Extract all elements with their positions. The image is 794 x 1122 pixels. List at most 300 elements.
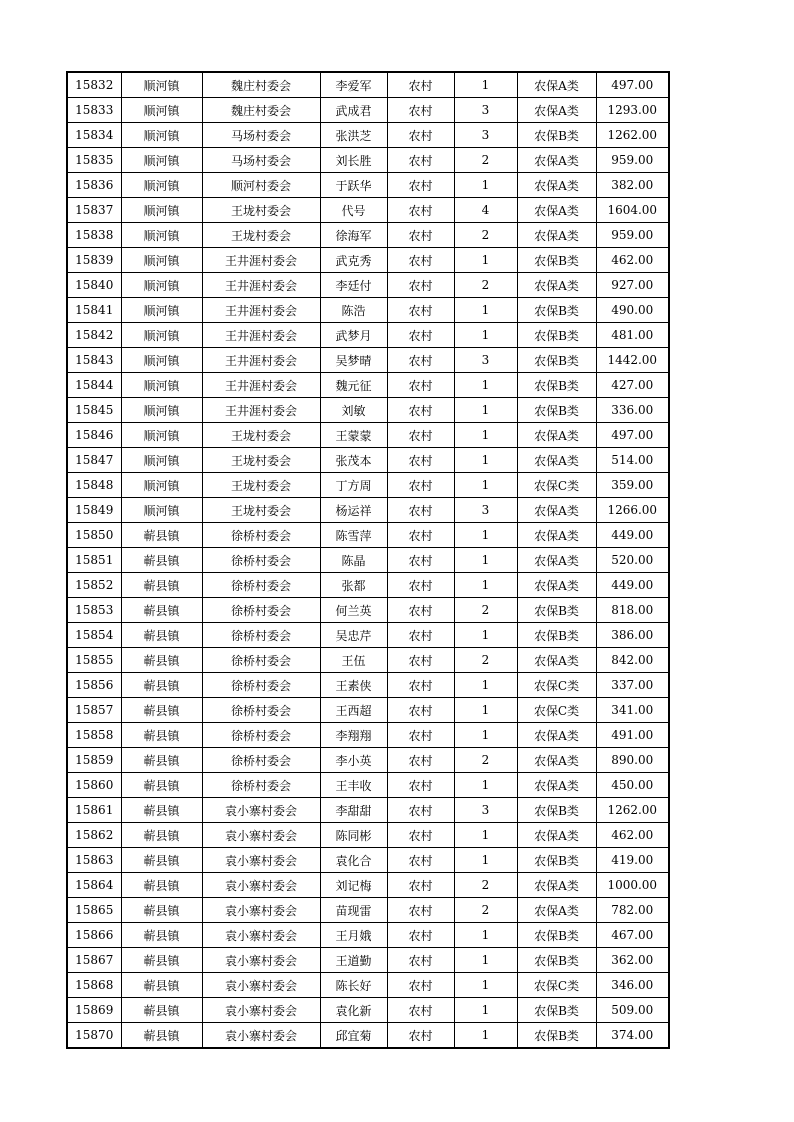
cell-count: 3 — [454, 123, 517, 148]
cell-category: 农保B类 — [517, 373, 596, 398]
cell-count: 2 — [454, 898, 517, 923]
table-row — [67, 72, 669, 98]
cell-id: 15869 — [67, 998, 121, 1023]
cell-amount: 497.00 — [596, 72, 669, 98]
cell-amount: 1000.00 — [596, 873, 669, 898]
cell-village: 顺河村委会 — [202, 173, 320, 198]
cell-count: 2 — [454, 148, 517, 173]
table-row — [67, 273, 669, 298]
cell-person-name: 王素侠 — [320, 673, 387, 698]
cell-id: 15853 — [67, 598, 121, 623]
cell-category: 农保A类 — [517, 273, 596, 298]
cell-category: 农保C类 — [517, 973, 596, 998]
cell-count: 1 — [454, 248, 517, 273]
cell-category: 农保A类 — [517, 773, 596, 798]
cell-amount: 450.00 — [596, 773, 669, 798]
cell-id: 15858 — [67, 723, 121, 748]
cell-count: 1 — [454, 973, 517, 998]
cell-area-type: 农村 — [387, 823, 454, 848]
table-row — [67, 248, 669, 273]
table-row — [67, 298, 669, 323]
cell-amount: 1442.00 — [596, 348, 669, 373]
cell-village: 王垅村委会 — [202, 448, 320, 473]
cell-person-name: 于跃华 — [320, 173, 387, 198]
cell-category: 农保A类 — [517, 448, 596, 473]
table-body — [67, 72, 669, 1048]
cell-area-type: 农村 — [387, 598, 454, 623]
cell-town: 顺河镇 — [121, 223, 202, 248]
cell-village: 徐桥村委会 — [202, 723, 320, 748]
cell-person-name: 李甜甜 — [320, 798, 387, 823]
cell-category: 农保B类 — [517, 248, 596, 273]
cell-count: 3 — [454, 498, 517, 523]
table-row — [67, 748, 669, 773]
cell-area-type: 农村 — [387, 548, 454, 573]
cell-person-name: 陈雪萍 — [320, 523, 387, 548]
cell-id: 15840 — [67, 273, 121, 298]
cell-id: 15854 — [67, 623, 121, 648]
cell-count: 2 — [454, 873, 517, 898]
cell-area-type: 农村 — [387, 698, 454, 723]
table-row — [67, 923, 669, 948]
cell-count: 3 — [454, 98, 517, 123]
cell-id: 15852 — [67, 573, 121, 598]
cell-category: 农保B类 — [517, 323, 596, 348]
cell-person-name: 袁化合 — [320, 848, 387, 873]
cell-person-name: 邱宜菊 — [320, 1023, 387, 1049]
cell-person-name: 武梦月 — [320, 323, 387, 348]
cell-amount: 337.00 — [596, 673, 669, 698]
cell-area-type: 农村 — [387, 373, 454, 398]
cell-town: 顺河镇 — [121, 198, 202, 223]
table-row — [67, 373, 669, 398]
cell-amount: 467.00 — [596, 923, 669, 948]
cell-person-name: 王丰收 — [320, 773, 387, 798]
cell-town: 顺河镇 — [121, 248, 202, 273]
cell-area-type: 农村 — [387, 523, 454, 548]
cell-village: 袁小寨村委会 — [202, 923, 320, 948]
cell-village: 王井涯村委会 — [202, 398, 320, 423]
cell-town: 蕲县镇 — [121, 873, 202, 898]
cell-category: 农保A类 — [517, 423, 596, 448]
cell-id: 15834 — [67, 123, 121, 148]
cell-category: 农保B类 — [517, 623, 596, 648]
cell-id: 15842 — [67, 323, 121, 348]
cell-village: 袁小寨村委会 — [202, 948, 320, 973]
table-row — [67, 473, 669, 498]
cell-village: 王井涯村委会 — [202, 273, 320, 298]
cell-amount: 514.00 — [596, 448, 669, 473]
cell-town: 蕲县镇 — [121, 773, 202, 798]
table-row — [67, 123, 669, 148]
cell-village: 徐桥村委会 — [202, 573, 320, 598]
cell-amount: 890.00 — [596, 748, 669, 773]
cell-village: 徐桥村委会 — [202, 698, 320, 723]
cell-person-name: 王道勤 — [320, 948, 387, 973]
cell-amount: 346.00 — [596, 973, 669, 998]
cell-id: 15862 — [67, 823, 121, 848]
cell-village: 王井涯村委会 — [202, 373, 320, 398]
table-row — [67, 223, 669, 248]
cell-id: 15870 — [67, 1023, 121, 1049]
cell-person-name: 陈晶 — [320, 548, 387, 573]
cell-town: 顺河镇 — [121, 173, 202, 198]
cell-area-type: 农村 — [387, 323, 454, 348]
cell-area-type: 农村 — [387, 273, 454, 298]
cell-town: 蕲县镇 — [121, 623, 202, 648]
cell-village: 徐桥村委会 — [202, 773, 320, 798]
cell-id: 15859 — [67, 748, 121, 773]
table-row — [67, 898, 669, 923]
cell-id: 15857 — [67, 698, 121, 723]
cell-area-type: 农村 — [387, 973, 454, 998]
cell-id: 15843 — [67, 348, 121, 373]
cell-category: 农保B类 — [517, 123, 596, 148]
cell-person-name: 王伍 — [320, 648, 387, 673]
cell-area-type: 农村 — [387, 398, 454, 423]
cell-count: 1 — [454, 723, 517, 748]
cell-category: 农保A类 — [517, 148, 596, 173]
cell-id: 15855 — [67, 648, 121, 673]
cell-category: 农保B类 — [517, 798, 596, 823]
cell-village: 徐桥村委会 — [202, 598, 320, 623]
cell-id: 15864 — [67, 873, 121, 898]
cell-category: 农保C类 — [517, 698, 596, 723]
cell-amount: 1262.00 — [596, 123, 669, 148]
cell-amount: 520.00 — [596, 548, 669, 573]
cell-id: 15867 — [67, 948, 121, 973]
cell-count: 1 — [454, 548, 517, 573]
cell-town: 顺河镇 — [121, 373, 202, 398]
cell-category: 农保B类 — [517, 398, 596, 423]
cell-area-type: 农村 — [387, 198, 454, 223]
cell-town: 蕲县镇 — [121, 723, 202, 748]
cell-area-type: 农村 — [387, 998, 454, 1023]
cell-person-name: 李廷付 — [320, 273, 387, 298]
cell-village: 王井涯村委会 — [202, 248, 320, 273]
cell-area-type: 农村 — [387, 173, 454, 198]
cell-area-type: 农村 — [387, 648, 454, 673]
cell-amount: 959.00 — [596, 223, 669, 248]
cell-amount: 818.00 — [596, 598, 669, 623]
table-row — [67, 98, 669, 123]
cell-area-type: 农村 — [387, 123, 454, 148]
cell-category: 农保A类 — [517, 198, 596, 223]
cell-person-name: 丁方周 — [320, 473, 387, 498]
cell-village: 马场村委会 — [202, 123, 320, 148]
cell-town: 蕲县镇 — [121, 823, 202, 848]
cell-id: 15866 — [67, 923, 121, 948]
cell-area-type: 农村 — [387, 298, 454, 323]
cell-count: 2 — [454, 748, 517, 773]
cell-count: 1 — [454, 323, 517, 348]
cell-village: 王垅村委会 — [202, 498, 320, 523]
table-row — [67, 623, 669, 648]
cell-village: 魏庄村委会 — [202, 72, 320, 98]
cell-id: 15845 — [67, 398, 121, 423]
cell-village: 王井涯村委会 — [202, 323, 320, 348]
cell-count: 1 — [454, 623, 517, 648]
cell-town: 蕲县镇 — [121, 923, 202, 948]
cell-area-type: 农村 — [387, 448, 454, 473]
cell-town: 蕲县镇 — [121, 523, 202, 548]
cell-village: 袁小寨村委会 — [202, 898, 320, 923]
cell-count: 1 — [454, 423, 517, 448]
cell-id: 15863 — [67, 848, 121, 873]
cell-village: 王垅村委会 — [202, 473, 320, 498]
cell-village: 袁小寨村委会 — [202, 848, 320, 873]
cell-area-type: 农村 — [387, 773, 454, 798]
cell-town: 顺河镇 — [121, 148, 202, 173]
cell-count: 3 — [454, 798, 517, 823]
cell-town: 蕲县镇 — [121, 998, 202, 1023]
cell-village: 袁小寨村委会 — [202, 798, 320, 823]
cell-id: 15856 — [67, 673, 121, 698]
cell-count: 1 — [454, 823, 517, 848]
cell-town: 蕲县镇 — [121, 898, 202, 923]
cell-amount: 449.00 — [596, 573, 669, 598]
cell-amount: 481.00 — [596, 323, 669, 348]
cell-id: 15832 — [67, 72, 121, 98]
cell-town: 蕲县镇 — [121, 648, 202, 673]
cell-id: 15851 — [67, 548, 121, 573]
cell-town: 顺河镇 — [121, 323, 202, 348]
cell-category: 农保A类 — [517, 223, 596, 248]
cell-amount: 359.00 — [596, 473, 669, 498]
table-row — [67, 848, 669, 873]
cell-id: 15841 — [67, 298, 121, 323]
cell-town: 蕲县镇 — [121, 598, 202, 623]
cell-amount: 490.00 — [596, 298, 669, 323]
cell-village: 袁小寨村委会 — [202, 1023, 320, 1049]
cell-category: 农保B类 — [517, 298, 596, 323]
cell-person-name: 苗现雷 — [320, 898, 387, 923]
cell-amount: 497.00 — [596, 423, 669, 448]
cell-town: 顺河镇 — [121, 72, 202, 98]
cell-category: 农保C类 — [517, 473, 596, 498]
cell-person-name: 魏元征 — [320, 373, 387, 398]
cell-category: 农保B类 — [517, 848, 596, 873]
cell-area-type: 农村 — [387, 623, 454, 648]
cell-village: 徐桥村委会 — [202, 623, 320, 648]
cell-town: 顺河镇 — [121, 348, 202, 373]
table-row — [67, 548, 669, 573]
cell-count: 1 — [454, 298, 517, 323]
cell-area-type: 农村 — [387, 748, 454, 773]
cell-category: 农保A类 — [517, 648, 596, 673]
table-row — [67, 823, 669, 848]
cell-village: 王垅村委会 — [202, 198, 320, 223]
cell-area-type: 农村 — [387, 848, 454, 873]
cell-id: 15847 — [67, 448, 121, 473]
cell-village: 袁小寨村委会 — [202, 873, 320, 898]
cell-town: 蕲县镇 — [121, 948, 202, 973]
cell-id: 15849 — [67, 498, 121, 523]
table-row — [67, 698, 669, 723]
cell-count: 2 — [454, 648, 517, 673]
cell-person-name: 李爱军 — [320, 72, 387, 98]
cell-person-name: 杨运祥 — [320, 498, 387, 523]
table-row — [67, 998, 669, 1023]
cell-count: 1 — [454, 173, 517, 198]
cell-id: 15836 — [67, 173, 121, 198]
table-row — [67, 398, 669, 423]
cell-count: 1 — [454, 398, 517, 423]
cell-area-type: 农村 — [387, 1023, 454, 1049]
cell-person-name: 张茂本 — [320, 448, 387, 473]
cell-town: 蕲县镇 — [121, 673, 202, 698]
cell-count: 1 — [454, 373, 517, 398]
cell-area-type: 农村 — [387, 248, 454, 273]
cell-village: 袁小寨村委会 — [202, 973, 320, 998]
cell-area-type: 农村 — [387, 873, 454, 898]
cell-amount: 427.00 — [596, 373, 669, 398]
cell-area-type: 农村 — [387, 223, 454, 248]
table-row — [67, 598, 669, 623]
cell-count: 1 — [454, 72, 517, 98]
cell-category: 农保A类 — [517, 823, 596, 848]
cell-count: 1 — [454, 773, 517, 798]
cell-person-name: 吴梦晴 — [320, 348, 387, 373]
cell-id: 15837 — [67, 198, 121, 223]
table-row — [67, 448, 669, 473]
cell-amount: 491.00 — [596, 723, 669, 748]
cell-town: 顺河镇 — [121, 423, 202, 448]
cell-person-name: 陈长好 — [320, 973, 387, 998]
cell-town: 顺河镇 — [121, 398, 202, 423]
table-row — [67, 423, 669, 448]
cell-area-type: 农村 — [387, 923, 454, 948]
cell-person-name: 王西超 — [320, 698, 387, 723]
cell-person-name: 吴忠芹 — [320, 623, 387, 648]
cell-id: 15844 — [67, 373, 121, 398]
cell-amount: 419.00 — [596, 848, 669, 873]
cell-person-name: 武成君 — [320, 98, 387, 123]
cell-village: 王井涯村委会 — [202, 348, 320, 373]
cell-count: 1 — [454, 848, 517, 873]
cell-count: 1 — [454, 673, 517, 698]
cell-amount: 842.00 — [596, 648, 669, 673]
cell-amount: 462.00 — [596, 823, 669, 848]
table-row — [67, 873, 669, 898]
cell-area-type: 农村 — [387, 898, 454, 923]
cell-amount: 782.00 — [596, 898, 669, 923]
cell-person-name: 李翔翔 — [320, 723, 387, 748]
cell-count: 1 — [454, 448, 517, 473]
cell-village: 徐桥村委会 — [202, 548, 320, 573]
cell-amount: 1604.00 — [596, 198, 669, 223]
cell-person-name: 何兰英 — [320, 598, 387, 623]
cell-area-type: 农村 — [387, 423, 454, 448]
cell-area-type: 农村 — [387, 573, 454, 598]
cell-amount: 362.00 — [596, 948, 669, 973]
cell-village: 王垅村委会 — [202, 423, 320, 448]
table-row — [67, 798, 669, 823]
cell-town: 顺河镇 — [121, 98, 202, 123]
cell-area-type: 农村 — [387, 723, 454, 748]
cell-id: 15861 — [67, 798, 121, 823]
table-row — [67, 973, 669, 998]
cell-count: 1 — [454, 923, 517, 948]
cell-person-name: 刘敏 — [320, 398, 387, 423]
cell-person-name: 张洪芝 — [320, 123, 387, 148]
cell-area-type: 农村 — [387, 72, 454, 98]
cell-village: 徐桥村委会 — [202, 673, 320, 698]
cell-category: 农保B类 — [517, 948, 596, 973]
cell-amount: 1293.00 — [596, 98, 669, 123]
cell-area-type: 农村 — [387, 673, 454, 698]
cell-town: 蕲县镇 — [121, 848, 202, 873]
table-row — [67, 773, 669, 798]
table-row — [67, 948, 669, 973]
cell-count: 2 — [454, 223, 517, 248]
cell-town: 蕲县镇 — [121, 748, 202, 773]
cell-town: 顺河镇 — [121, 473, 202, 498]
cell-area-type: 农村 — [387, 473, 454, 498]
cell-town: 顺河镇 — [121, 498, 202, 523]
cell-amount: 1262.00 — [596, 798, 669, 823]
cell-count: 1 — [454, 698, 517, 723]
cell-amount: 386.00 — [596, 623, 669, 648]
cell-amount: 959.00 — [596, 148, 669, 173]
cell-count: 1 — [454, 948, 517, 973]
table-row — [67, 573, 669, 598]
cell-category: 农保B类 — [517, 1023, 596, 1049]
cell-id: 15865 — [67, 898, 121, 923]
cell-town: 顺河镇 — [121, 273, 202, 298]
cell-id: 15838 — [67, 223, 121, 248]
cell-town: 顺河镇 — [121, 448, 202, 473]
cell-amount: 1266.00 — [596, 498, 669, 523]
cell-town: 蕲县镇 — [121, 698, 202, 723]
cell-area-type: 农村 — [387, 498, 454, 523]
cell-category: 农保B类 — [517, 998, 596, 1023]
table-row — [67, 523, 669, 548]
cell-amount: 449.00 — [596, 523, 669, 548]
cell-count: 1 — [454, 473, 517, 498]
cell-count: 1 — [454, 998, 517, 1023]
cell-category: 农保A类 — [517, 548, 596, 573]
cell-category: 农保A类 — [517, 573, 596, 598]
cell-count: 3 — [454, 348, 517, 373]
cell-town: 蕲县镇 — [121, 1023, 202, 1049]
cell-count: 1 — [454, 1023, 517, 1049]
cell-town: 蕲县镇 — [121, 548, 202, 573]
table-row — [67, 673, 669, 698]
cell-category: 农保A类 — [517, 723, 596, 748]
cell-category: 农保A类 — [517, 98, 596, 123]
table-row — [67, 1023, 669, 1049]
cell-person-name: 陈浩 — [320, 298, 387, 323]
table-row — [67, 198, 669, 223]
cell-amount: 382.00 — [596, 173, 669, 198]
cell-category: 农保B类 — [517, 348, 596, 373]
cell-amount: 509.00 — [596, 998, 669, 1023]
cell-count: 2 — [454, 273, 517, 298]
cell-person-name: 刘记梅 — [320, 873, 387, 898]
cell-person-name: 李小英 — [320, 748, 387, 773]
cell-category: 农保A类 — [517, 898, 596, 923]
cell-person-name: 王月娥 — [320, 923, 387, 948]
cell-category: 农保A类 — [517, 173, 596, 198]
cell-category: 农保A类 — [517, 72, 596, 98]
cell-person-name: 袁化新 — [320, 998, 387, 1023]
table-row — [67, 148, 669, 173]
cell-id: 15833 — [67, 98, 121, 123]
cell-amount: 462.00 — [596, 248, 669, 273]
cell-person-name: 代号 — [320, 198, 387, 223]
cell-id: 15835 — [67, 148, 121, 173]
